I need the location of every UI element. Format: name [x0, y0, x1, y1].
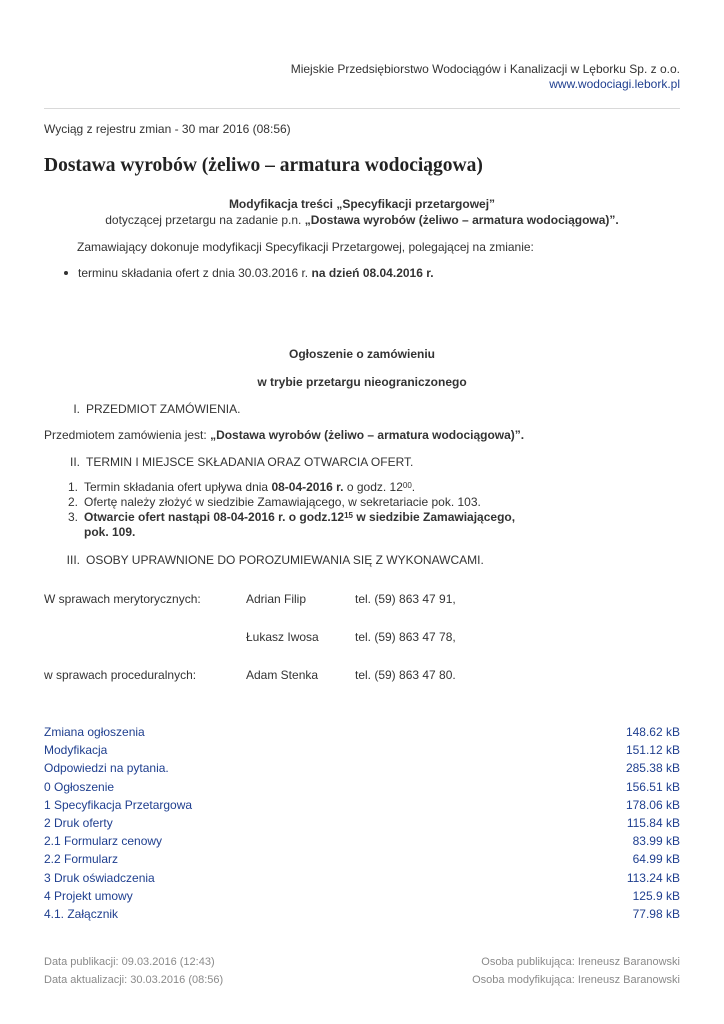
- item-1-suffix: o godz. 12: [343, 480, 403, 494]
- file-size: 148.62 kB: [625, 725, 680, 739]
- file-link[interactable]: 3 Druk oświadczenia: [44, 870, 155, 885]
- file-link[interactable]: 2.1 Formularz cenowy: [44, 834, 163, 849]
- section-2-number: II.: [69, 455, 80, 469]
- modifier: Osoba modyfikująca: Ireneusz Baranowski: [472, 974, 680, 986]
- contact-phone: tel. (59) 863 47 80.: [355, 668, 456, 682]
- page-footer: [44, 953, 680, 989]
- list-item[interactable]: [44, 780, 680, 798]
- list-item[interactable]: [44, 816, 680, 834]
- file-link[interactable]: Zmiana ogłoszenia: [44, 725, 145, 739]
- company-name: Miejskie Przedsiębiorstwo Wodociągów i Kanalizacji w Lęborku Sp. z o.o.: [290, 62, 680, 76]
- list-item[interactable]: [44, 798, 680, 816]
- deadline-list: [60, 480, 515, 540]
- list-item[interactable]: [44, 725, 680, 743]
- section-3-number: III.: [66, 553, 80, 567]
- list-item-number: 1.: [67, 480, 78, 494]
- modification-line: [44, 213, 680, 227]
- section-1: [60, 402, 240, 416]
- modification-line-bold: „Dostawa wyrobów (żeliwo – armatura wodociągowa)”.: [304, 213, 619, 227]
- subject-prefix: Przedmiotem zamówienia jest:: [44, 428, 211, 442]
- update-date: Data aktualizacji: 30.03.2016 (08:56): [44, 974, 224, 986]
- list-item[interactable]: [44, 852, 680, 870]
- modification-intro: Zamawiający dokonuje modyfikacji Specyfikacji Przetargowej, polegającej na zmianie:: [77, 240, 534, 254]
- list-item: [60, 495, 515, 510]
- section-3-title: OSOBY UPRAWNIONE DO POROZUMIEWANIA SIĘ Z WYKONAWCAMI.: [86, 553, 484, 567]
- contact-phone: tel. (59) 863 47 91,: [355, 592, 456, 606]
- file-link[interactable]: Odpowiedzi na pytania.: [44, 761, 169, 776]
- contact-name: Łukasz Iwosa: [246, 630, 319, 644]
- header-divider: [44, 108, 680, 109]
- file-size: 83.99 kB: [632, 834, 680, 849]
- page-title: Dostawa wyrobów (żeliwo – armatura wodociągowa): [44, 155, 483, 176]
- list-item: [60, 510, 515, 540]
- item-1-prefix: Termin składania ofert upływa dnia: [84, 480, 272, 494]
- page-header: [291, 62, 680, 92]
- bullet-bold: na dzień 08.04.2016 r.: [311, 266, 434, 280]
- website-link[interactable]: www.wodociagi.lebork.pl: [549, 77, 680, 91]
- bullet-icon: [64, 271, 68, 275]
- file-size: 178.06 kB: [625, 797, 680, 812]
- file-size: 115.84 kB: [626, 815, 680, 830]
- modification-heading: Modyfikacja treści „Specyfikacji przetargowej”: [228, 197, 496, 211]
- section-1-title: PRZEDMIOT ZAMÓWIENIA.: [86, 402, 241, 416]
- contact-row: [44, 668, 456, 682]
- file-size: 125.9 kB: [632, 888, 680, 903]
- file-link[interactable]: 4 Projekt umowy: [44, 888, 133, 903]
- contact-label: w sprawach proceduralnych:: [44, 668, 197, 682]
- contact-label: [44, 630, 246, 644]
- item-1-sup: 00: [402, 481, 412, 490]
- file-size: 64.99 kB: [632, 852, 680, 867]
- list-item[interactable]: [44, 834, 680, 852]
- attachments-list: [44, 725, 680, 925]
- item-3-line1b: w siedzibie Zamawiającego,: [353, 510, 516, 524]
- section-2: [60, 455, 413, 469]
- file-link[interactable]: 0 Ogłoszenie: [44, 779, 115, 794]
- file-size: 151.12 kB: [625, 743, 680, 758]
- file-link[interactable]: 2.2 Formularz: [44, 852, 119, 867]
- contact-name: Adrian Filip: [246, 592, 307, 606]
- item-3-line1a: Otwarcie ofert nastąpi 08-04-2016 r. o godz.12: [84, 510, 345, 524]
- contact-name: Adam Stenka: [246, 668, 319, 682]
- file-link[interactable]: 4.1. Załącznik: [44, 906, 119, 921]
- item-1-end: .: [411, 480, 416, 494]
- item-2-text: Ofertę należy złożyć w siedzibie Zamawiającego, w sekretariacie pok. 103.: [84, 495, 481, 509]
- file-link[interactable]: 1 Specyfikacja Przetargowa: [44, 797, 193, 812]
- file-link[interactable]: 2 Druk oferty: [44, 815, 113, 830]
- modification-bullet: [64, 266, 434, 280]
- list-item: [60, 480, 515, 495]
- announcement-heading: Ogłoszenie o zamówieniu: [288, 347, 436, 361]
- section-2-title: TERMIN I MIEJSCE SKŁADANIA ORAZ OTWARCIA OFERT.: [86, 455, 414, 469]
- subject-bold: „Dostawa wyrobów (żeliwo – armatura wodociągowa)”.: [210, 428, 525, 442]
- contact-row: [44, 630, 456, 644]
- publication-date: Data publikacji: 09.03.2016 (12:43): [44, 956, 215, 968]
- list-item[interactable]: [44, 761, 680, 779]
- list-item[interactable]: [44, 743, 680, 761]
- subject-paragraph: [44, 428, 524, 442]
- file-size: 156.51 kB: [625, 779, 680, 794]
- file-size: 113.24 kB: [626, 870, 680, 885]
- contact-phone: tel. (59) 863 47 78,: [355, 630, 456, 644]
- section-3: [60, 553, 484, 567]
- list-item-number: 3.: [67, 510, 78, 524]
- contact-row: [44, 592, 456, 606]
- list-item[interactable]: [44, 871, 680, 889]
- file-link[interactable]: Modyfikacja: [44, 743, 108, 758]
- item-3-line2: pok. 109.: [84, 525, 136, 539]
- modification-line-prefix: dotyczącej przetargu na zadanie p.n.: [105, 213, 305, 227]
- announcement-subheading: w trybie przetargu nieograniczonego: [257, 375, 467, 389]
- file-size: 285.38 kB: [625, 761, 680, 776]
- list-item-number: 2.: [67, 495, 78, 509]
- list-item[interactable]: [44, 907, 680, 925]
- item-3-sup: 15: [344, 511, 354, 520]
- register-extract-line: Wyciąg z rejestru zmian - 30 mar 2016 (08:56): [44, 122, 291, 136]
- bullet-prefix: terminu składania ofert z dnia 30.03.2016 r.: [78, 266, 312, 280]
- list-item[interactable]: [44, 889, 680, 907]
- section-1-number: I.: [73, 402, 80, 416]
- contact-label: W sprawach merytorycznych:: [44, 592, 201, 606]
- item-1-bold: 08-04-2016 r.: [271, 480, 344, 494]
- file-size: 77.98 kB: [632, 906, 680, 921]
- publisher: Osoba publikująca: Ireneusz Baranowski: [481, 956, 680, 968]
